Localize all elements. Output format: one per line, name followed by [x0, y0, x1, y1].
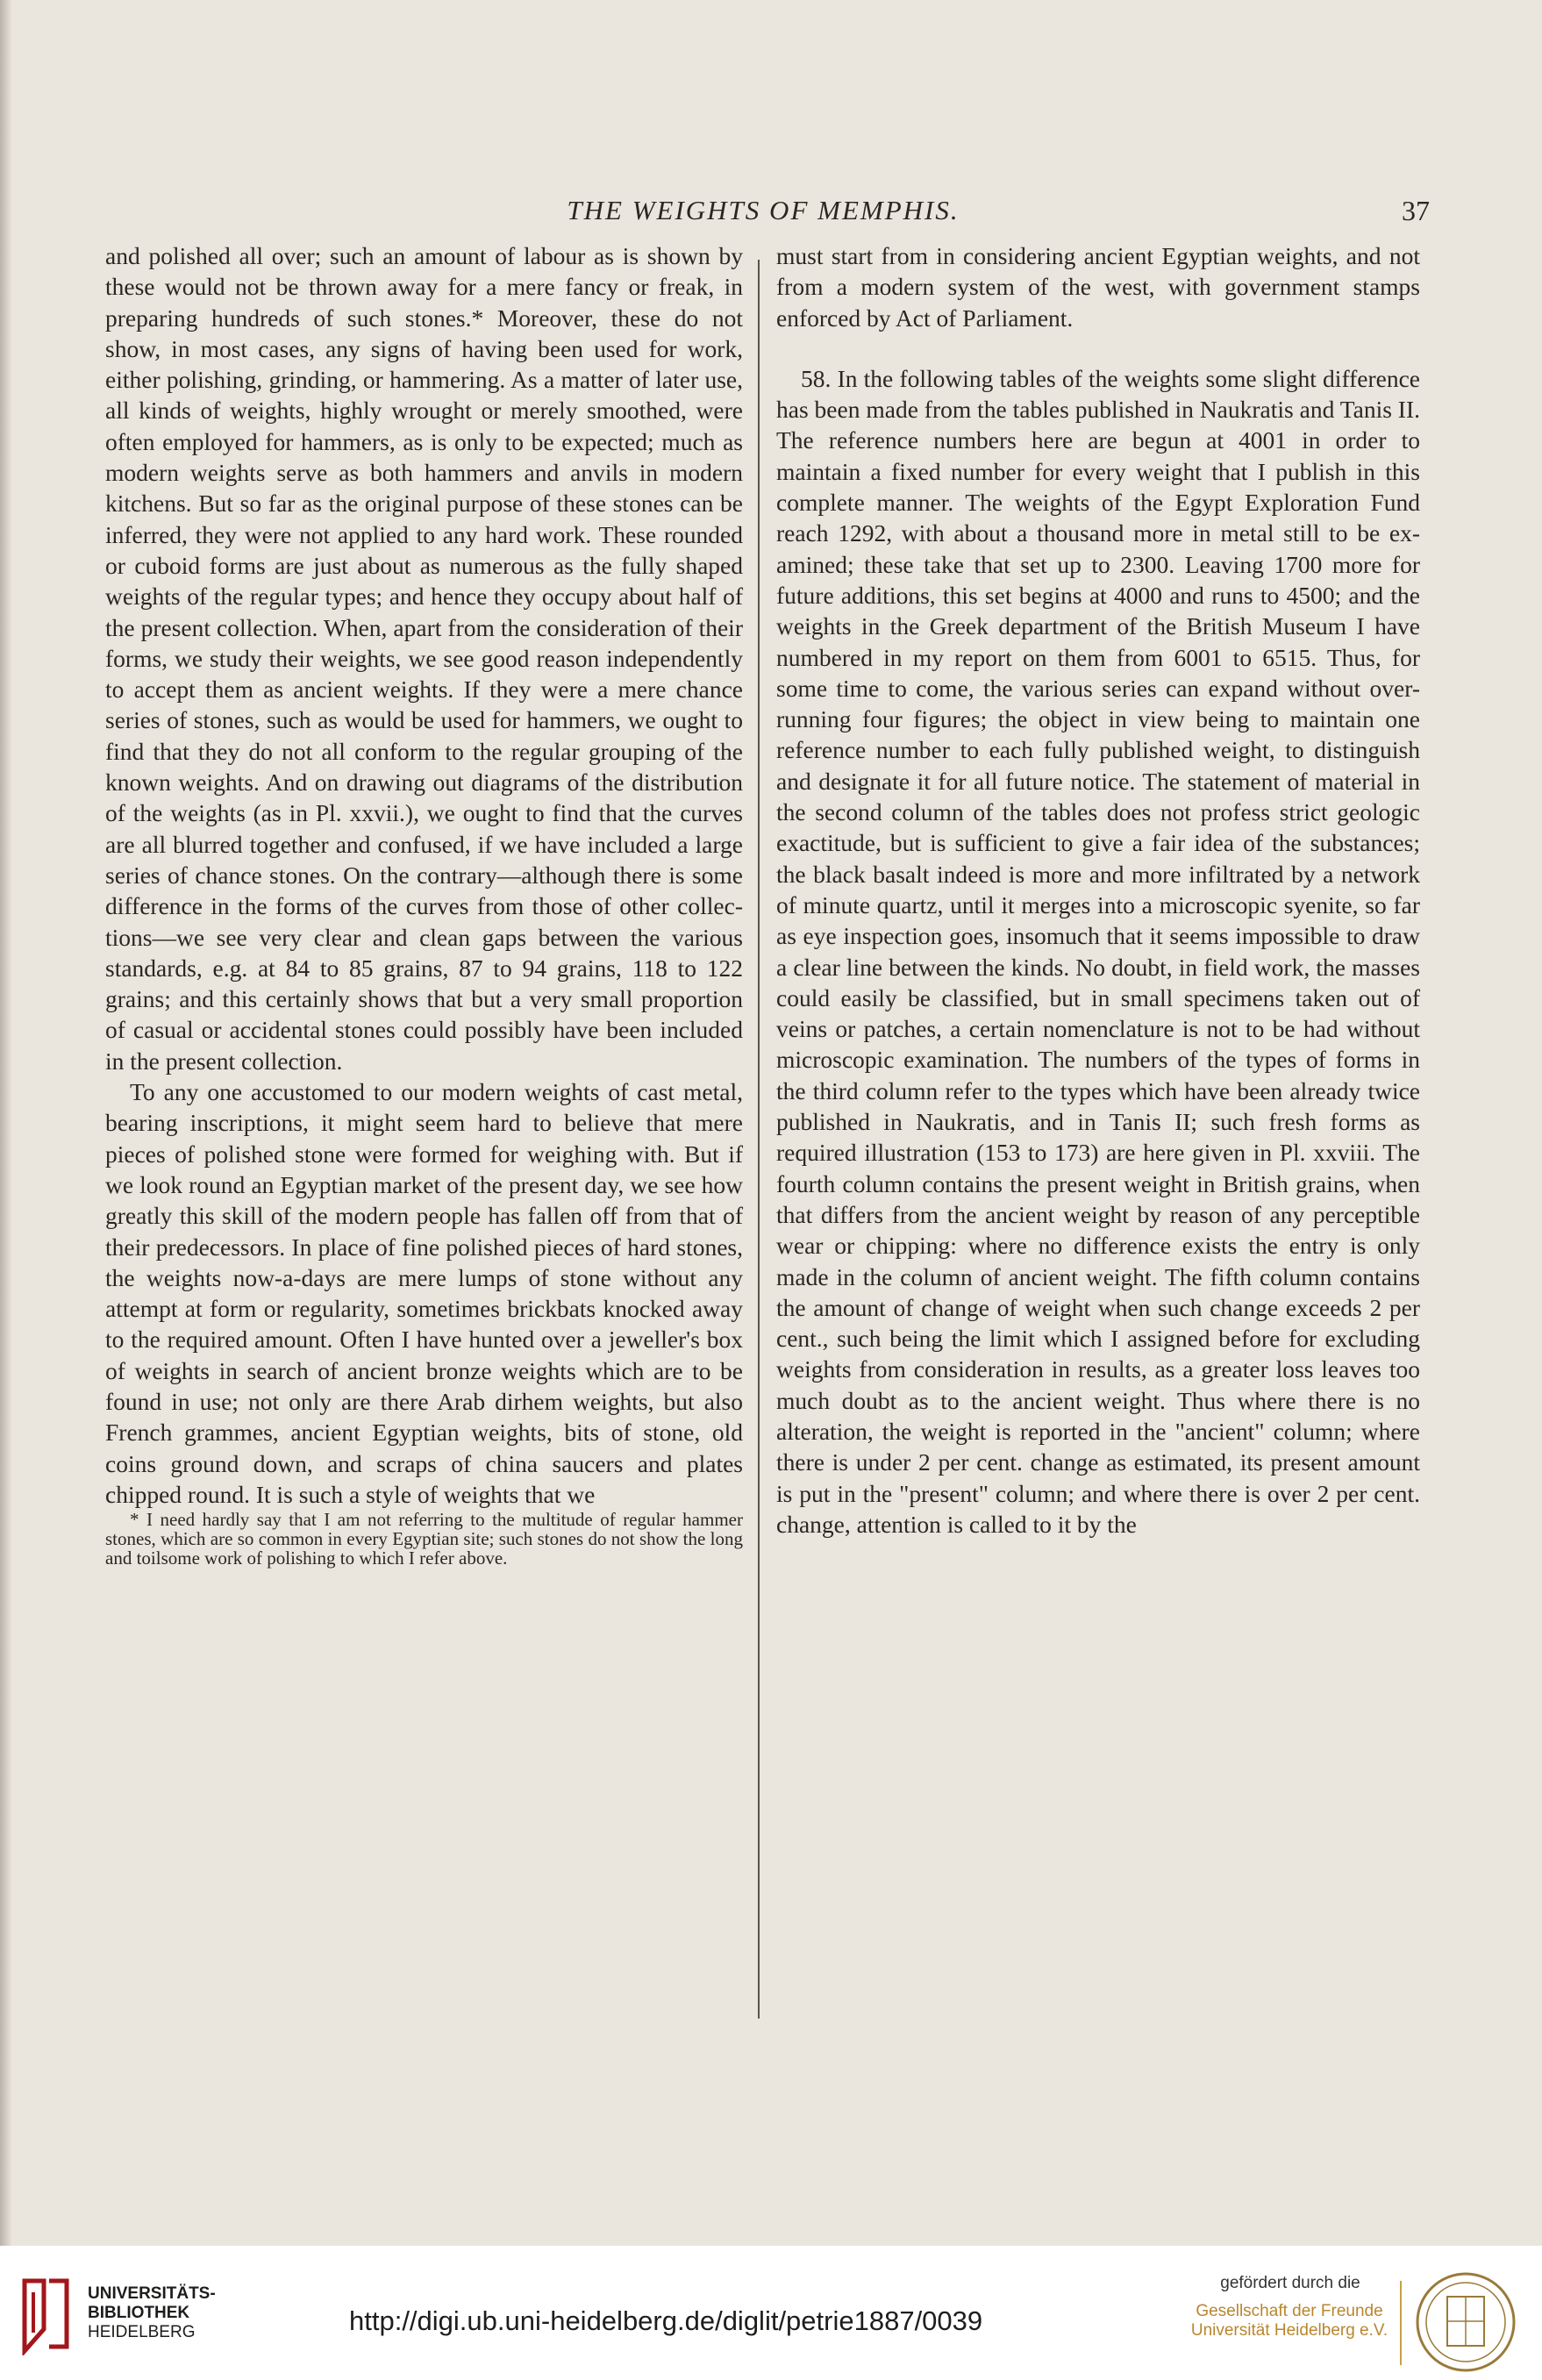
sponsor-name-line1: Gesellschaft der Freunde: [1196, 2302, 1383, 2320]
library-name-line2: BIBLIOTHEK: [88, 2304, 190, 2322]
sponsor-intro: gefördert durch die: [1220, 2274, 1360, 2292]
permalink-url[interactable]: http://digi.ub.uni-heidelberg.de/diglit/petrie1887/0039: [349, 2305, 983, 2336]
library-name: [88, 2284, 216, 2342]
column-rule: [758, 260, 760, 2019]
left-column: [105, 240, 743, 1568]
library-logo-icon: [18, 2276, 72, 2355]
footnote: * I need hardly say that I am not referring to the multitude of regular hammer stones, which are so common in every Egyptian site; such stones do not show the long and toilsome work of polishing to which I refer above.: [105, 1509, 743, 1569]
left-paragraph-2: To any one accustomed to our modern weights of cast metal, bearing inscriptions, it might seem hard to believe that mere pieces of polished stone were formed for weighing with. But if we look round an Egyptian market of the present day, we see how greatly this skill of the modern people has fallen off from that of their predecessors. In place of fine polished pieces of hard stones, the weights now-a-days are mere lumps of stone without any attempt at form or regularity, sometimes brickbats knocked away to the required amount. Often I have hunted over a jeweller's box of weights in search of ancient bronze weights which are to be found in use; not only are there Arab dirhem weights, but also French grammes, ancient Egyptian weights, bits of stone, old coins ground down, and scraps of china saucers and plates chipped round. It is such a style of weights that we: [105, 1078, 743, 1508]
footer-divider: [1400, 2281, 1402, 2365]
right-paragraph-2: 58. In the following tables of the weights some slight difference has been made from the tables published in Naukratis and Tanis II. The reference numbers here are begun at 4001 in order to maintain a fixed number for every weight that I publish in this complete manner. The weights of the Egypt Exploration Fund reach 1292, with about a thousand more in metal still to be examined; these take that set up to 2300. Leaving 1700 more for future additions, this set begins at 4000 and runs to 4500; and the weights in the Greek department of the British Museum I have numbered in my report on them from 6001 to 6515. Thus, for some time to come, the various series can expand without over-running four figures; the object in view being to maintain one reference number to each fully published weight, to distinguish and designate it for all future notice. The statement of material in the second column of the tables does not profess strict geologic exactitude, but is sufficient to give a fair idea of the substances; the black basalt indeed is more and more infiltrated by a network of minute quartz, until it merges into a microscopic syenite, so far as eye inspection goes, insomuch that it seems impossible to draw a clear line between the kinds. No doubt, in field work, the masses could easily be classified, but in small specimens taken out of veins or patches, a certain nomenclature is not to be had without microscopic examination. The numbers of the types of forms in the third column refer to the types which have been already twice published in Naukratis, and in Tanis II; such fresh forms as required illustration (153 to 173) are here given in Pl. xxviii. The fourth column contains the present weight in British grains, when that differs from the ancient weight by reason of any perceptible wear or chipping: where no difference exists the entry is only made in the column of ancient weight. The fifth column contains the amount of change of weight when such change exceeds 2 per cent., such being the limit which I assigned before for excluding weights from consideration in results, as a greater loss leaves too much doubt as to the ancient weight. Thus where there is no alteration, the weight is reported in the "ancient" column; where there is under 2 per cent. change as estimated, its present amount is put in the "present" column; and where there is over 2 per cent. change, attention is called to it by the: [776, 364, 1420, 1538]
library-name-line3: HEIDELBERG: [88, 2323, 196, 2341]
right-paragraph-1: must start from in considering ancient Egyptian weights, and not from a modern system of the west, with government stamps enforced by Act of Parliament.: [776, 242, 1420, 332]
running-header: [96, 191, 1430, 235]
running-title: THE WEIGHTS OF MEMPHIS.: [567, 195, 960, 225]
sponsor-name: [1184, 2302, 1395, 2341]
right-column: [776, 240, 1420, 1540]
page-number: 37: [1402, 195, 1430, 226]
library-name-line1: UNIVERSITÄTS-: [88, 2284, 216, 2303]
digitization-footer: [0, 2246, 1542, 2380]
paragraph-gap: [776, 333, 1420, 363]
sponsor-name-line2: Universität Heidelberg e.V.: [1190, 2321, 1389, 2340]
university-seal-icon: [1414, 2270, 1517, 2374]
left-paragraph-1: and polished all over; such an amount of labour as is shown by these would not be thrown away for a mere fancy or freak, in preparing hundreds of such stones.* Moreover, these do not show, in most cases, any signs of having been used for work, either polishing, grinding, or hammering. As a matter of later use, all kinds of weights, highly wrought or merely smoothed, were often employed for hammers, as is only to be expected; much as modern weights serve as both hammers and anvils in modern kitchens. But so far as the original purpose of these stones can be inferred, they were not applied to any hard work. These rounded or cuboid forms are just about as numerous as the fully shaped weights of the regular types; and hence they occupy about half of the present collection. When, apart from the consideration of their forms, we study their weights, we see good reason independently to accept them as ancient weights. If they were a mere chance series of stones, such as would be used for hammers, we ought to find that they do not all conform to the regular grouping of the known weights. And on drawing out diagrams of the distribution of the weights (as in Pl. xxvii.), we ought to find that the curves are all blurred together and confused, if we have included a large series of chance stones. On the contrary—although there is some difference in the forms of the curves from those of other collections—we see very clear and clean gaps between the various standards, e.g. at 84 to 85 grains, 87 to 94 grains, 118 to 122 grains; and this certainly shows that but a very small proportion of casual or accidental stones could possibly have been included in the present collection.: [105, 242, 743, 1075]
